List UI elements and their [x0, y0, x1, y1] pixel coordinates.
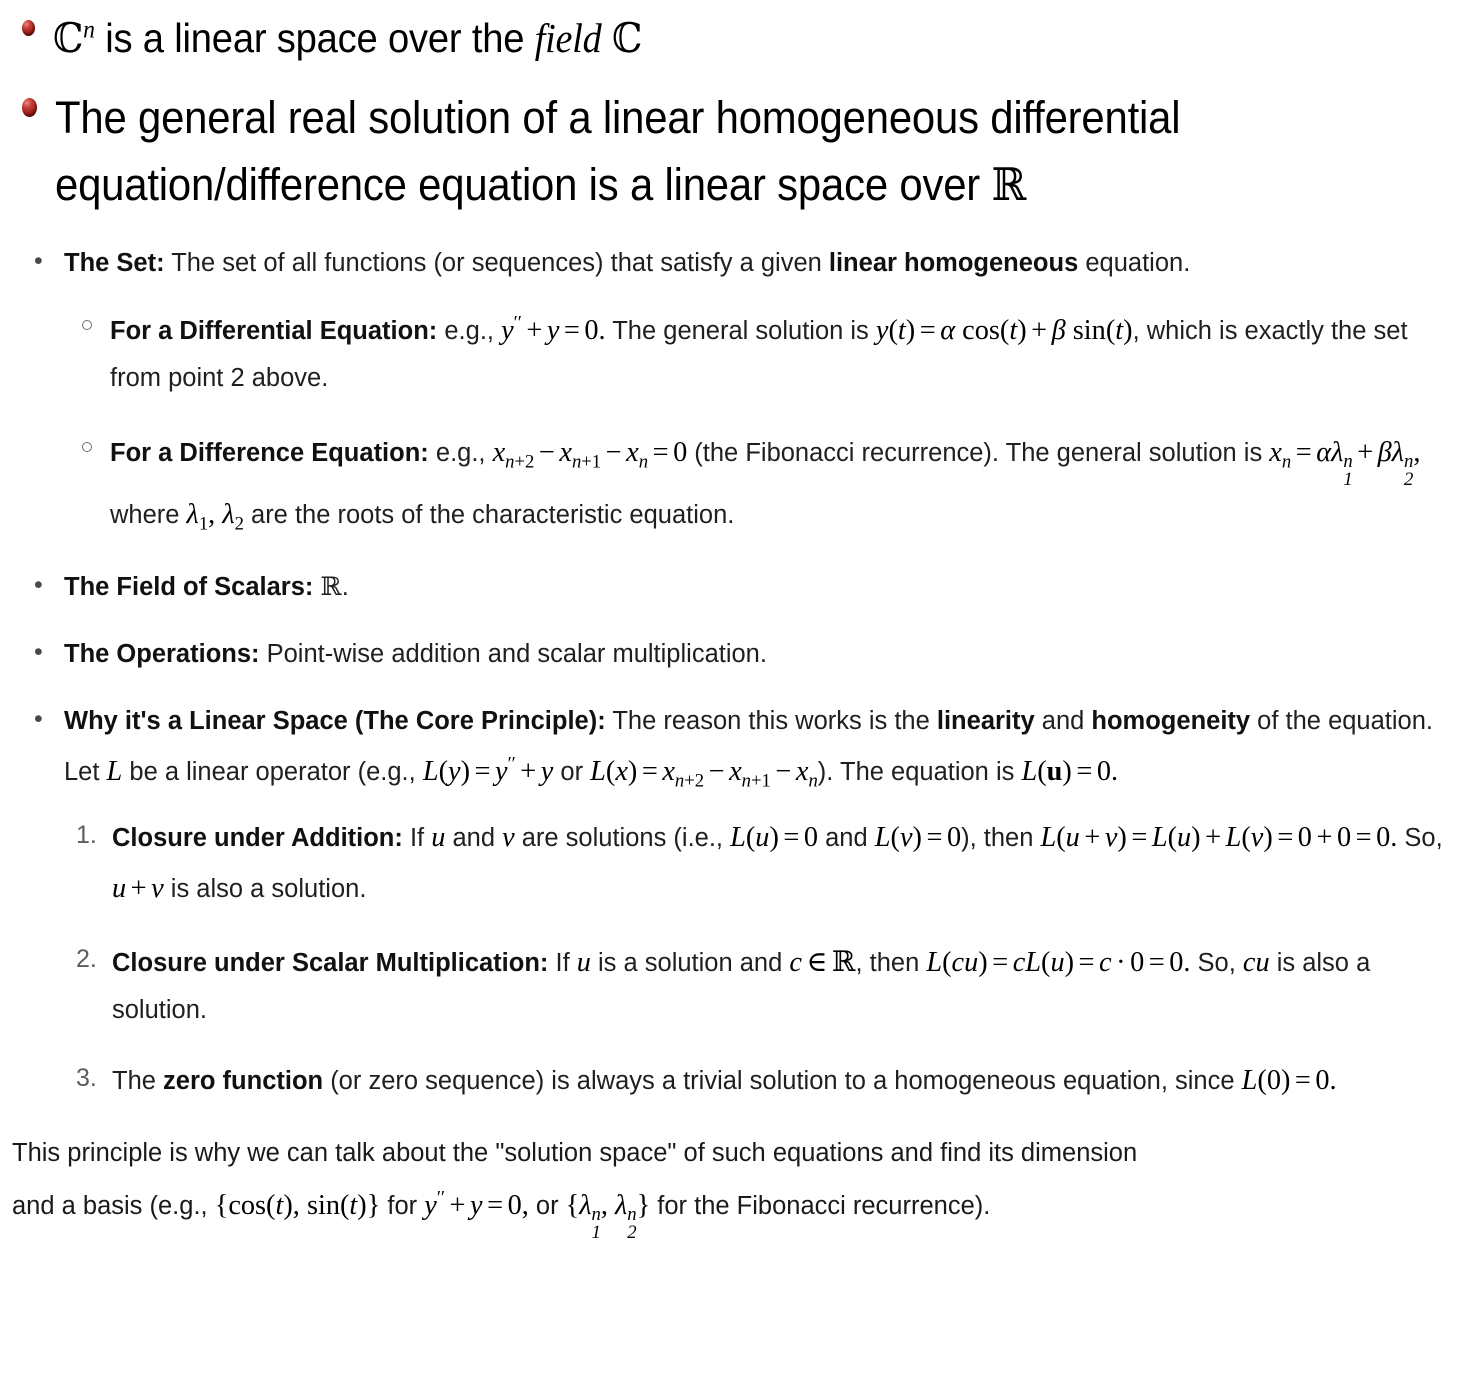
list-item-differential-equation	[64, 306, 1462, 402]
closure-properties-list	[64, 813, 1462, 1108]
operator-definition-paragraph	[64, 749, 1462, 797]
math-cu: cu	[1242, 946, 1270, 978]
why-text-3: of the equation.	[1250, 707, 1433, 736]
math-Lv-zero: L(v) = 0	[874, 821, 962, 853]
closure-scalar-text-4: So,	[1190, 948, 1243, 977]
operator-L-symbol: L	[106, 755, 123, 787]
closure-addition-text-6: So,	[1397, 823, 1443, 852]
closing-line-2-post: for the Fibonacci recurrence).	[650, 1191, 991, 1220]
closing-line-2-mid: for	[380, 1191, 425, 1220]
closing-line-2-mid-2: or	[528, 1191, 566, 1220]
closing-line-2-pre: and a basis (e.g.,	[12, 1191, 215, 1220]
math-fibonacci-recurrence: $x_{n+2} - x_{n+1} - x_n = 0$	[492, 436, 688, 473]
real-field-symbol: ℝ	[991, 158, 1027, 211]
field-of-scalars-period: .	[341, 572, 349, 601]
red-ball-bullet-icon	[22, 98, 37, 117]
slide-item-general-real-solution	[0, 84, 1474, 219]
let-or-text: or	[553, 757, 591, 786]
field-of-scalars-label: The Field of Scalars:	[64, 572, 314, 601]
linear-homogeneous-bold: linear homogeneous	[828, 248, 1079, 277]
closure-addition-text-2: and	[445, 823, 503, 852]
math-u-plus-v: u + v	[112, 872, 164, 904]
math-ode-y-double-prime: y′′ + y = 0,	[424, 1187, 529, 1221]
differential-equation-label: For a Differential Equation:	[110, 316, 438, 345]
list-item-field-of-scalars	[12, 567, 1462, 608]
math-additivity-chain: L(u + v) = L(u) + L(v) = 0 + 0 = 0.	[1040, 821, 1398, 853]
math-c-in-reals: c ∈ ℝ	[789, 944, 856, 978]
closing-paragraph	[0, 1133, 1474, 1243]
closure-scalar-text-1: If	[548, 948, 577, 977]
slide-cn-mid-text: is a linear space over the	[94, 15, 535, 61]
the-set-label: The Set:	[64, 248, 165, 277]
closure-scalar-text-2: is a solution and	[590, 948, 790, 977]
slide-item-cn-text	[53, 8, 642, 70]
list-item-why-linear-space	[12, 701, 1462, 1107]
list-item-the-set	[12, 243, 1462, 541]
math-Lu-equals-zero: L(u) = 0.	[1021, 755, 1119, 787]
why-text-2: and	[1034, 707, 1092, 736]
closure-addition-text-3: are solutions (i.e.,	[514, 823, 731, 852]
math-basis-lambda: {λ n 1 , λ n 2 }	[565, 1189, 651, 1244]
closure-addition-text-7: is also a solution.	[163, 874, 367, 903]
slide-line-2	[55, 151, 1180, 219]
closure-addition-text-1: If	[402, 823, 432, 852]
math-y-double-prime-eq: y′′ + y = 0.	[501, 312, 606, 346]
let-prefix: Let	[64, 757, 107, 786]
slide-line-2-text: equation/difference equation is a linear space over	[55, 159, 992, 210]
difference-text-1: e.g.,	[428, 438, 493, 467]
red-ball-bullet-icon	[22, 20, 35, 36]
closure-scalar-text-3: , then	[855, 948, 927, 977]
math-Ly-definition: L(y) = y′′ + y	[422, 753, 554, 787]
closing-line-2	[12, 1183, 1462, 1243]
variable-u: u	[576, 946, 591, 978]
closure-addition-text-4: and	[818, 823, 875, 852]
variable-v: v	[502, 821, 515, 853]
math-lambda-roots: $\lambda_1$, $\lambda_2$	[186, 498, 244, 535]
variable-u: u	[431, 821, 446, 853]
slide-line-1: The general real solution of a linear homogeneous differential	[55, 91, 1181, 143]
list-item-closure-scalar	[64, 937, 1462, 1035]
differential-text-1: e.g.,	[437, 316, 502, 345]
differential-text-3: , which is exactly the set from point 2 above.	[110, 316, 1408, 393]
operations-text: Point-wise addition and scalar multiplication.	[259, 640, 767, 669]
math-homogeneity-chain: L(cu) = cL(u) = c · 0 = 0.	[926, 946, 1191, 978]
closure-scalar-label: Closure under Scalar Multiplication:	[112, 948, 549, 977]
slide-item-cn-linear-space	[0, 8, 1474, 70]
closing-line-1: This principle is why we can talk about the "solution space" of such equations and find its dimension	[12, 1139, 1138, 1168]
slide-bullet-list	[0, 0, 1474, 219]
math-basis-cos-sin: {cos(t), sin(t)}	[214, 1189, 381, 1221]
explanation-body	[0, 233, 1474, 1108]
list-item-closure-addition	[64, 813, 1462, 915]
math-L0-equals-zero: L(0) = 0.	[1241, 1065, 1337, 1097]
math-xn-general-solution: $x_n = \alpha\lambda$ n 1 + βλ n 2 ,	[1269, 436, 1421, 491]
difference-text-3: where	[110, 500, 187, 529]
list-item-difference-equation	[64, 428, 1462, 541]
let-middle-text: be a linear operator (e.g.,	[122, 757, 423, 786]
exponent-n: n	[83, 15, 95, 44]
difference-text-4: are the roots of the characteristic equation.	[243, 500, 735, 529]
list-item-zero-function	[64, 1056, 1462, 1107]
closure-scalar-text-5: is also a solution.	[112, 948, 1371, 1025]
difference-equation-label: For a Difference Equation:	[110, 438, 429, 467]
differential-text-2: The general solution is	[605, 316, 876, 345]
homogeneity-bold: homogeneity	[1091, 707, 1251, 736]
complex-field-symbol-2: ℂ	[611, 14, 643, 62]
real-field-symbol: ℝ	[320, 571, 342, 602]
math-Lx-definition: $L(x) = x_{n+2} - x_{n+1} - x_n$	[590, 755, 818, 792]
complex-field-symbol: ℂ	[53, 14, 84, 62]
operations-label: The Operations:	[64, 640, 260, 669]
the-set-text: The set of all functions (or sequences) that satisfy a given	[164, 248, 829, 277]
zero-function-bold: zero function	[163, 1067, 324, 1096]
slide-item-general-text	[55, 84, 1180, 219]
equation-examples-list	[64, 306, 1462, 541]
why-linear-space-label: Why it's a Linear Space (The Core Principle):	[64, 707, 606, 736]
list-item-operations	[12, 634, 1462, 675]
zero-function-text-2: (or zero sequence) is always a trivial solution to a homogeneous equation, since	[323, 1067, 1242, 1096]
difference-text-2: (the Fibonacci recurrence). The general solution is	[687, 438, 1270, 467]
math-general-solution-yt: y(t) = α cos(t) + β sin(t)	[875, 314, 1133, 346]
why-text-1: The reason this works is the	[605, 707, 937, 736]
the-set-text-2: equation.	[1078, 248, 1191, 277]
zero-function-text-1: The	[112, 1067, 164, 1096]
top-level-list	[12, 243, 1462, 1108]
math-Lu-zero: L(u) = 0	[730, 821, 819, 853]
let-post-text: ). The equation is	[817, 757, 1022, 786]
linearity-bold: linearity	[936, 707, 1035, 736]
field-emphasis: field	[534, 15, 602, 61]
closure-addition-text-5: ), then	[961, 823, 1041, 852]
closure-addition-label: Closure under Addition:	[112, 823, 403, 852]
